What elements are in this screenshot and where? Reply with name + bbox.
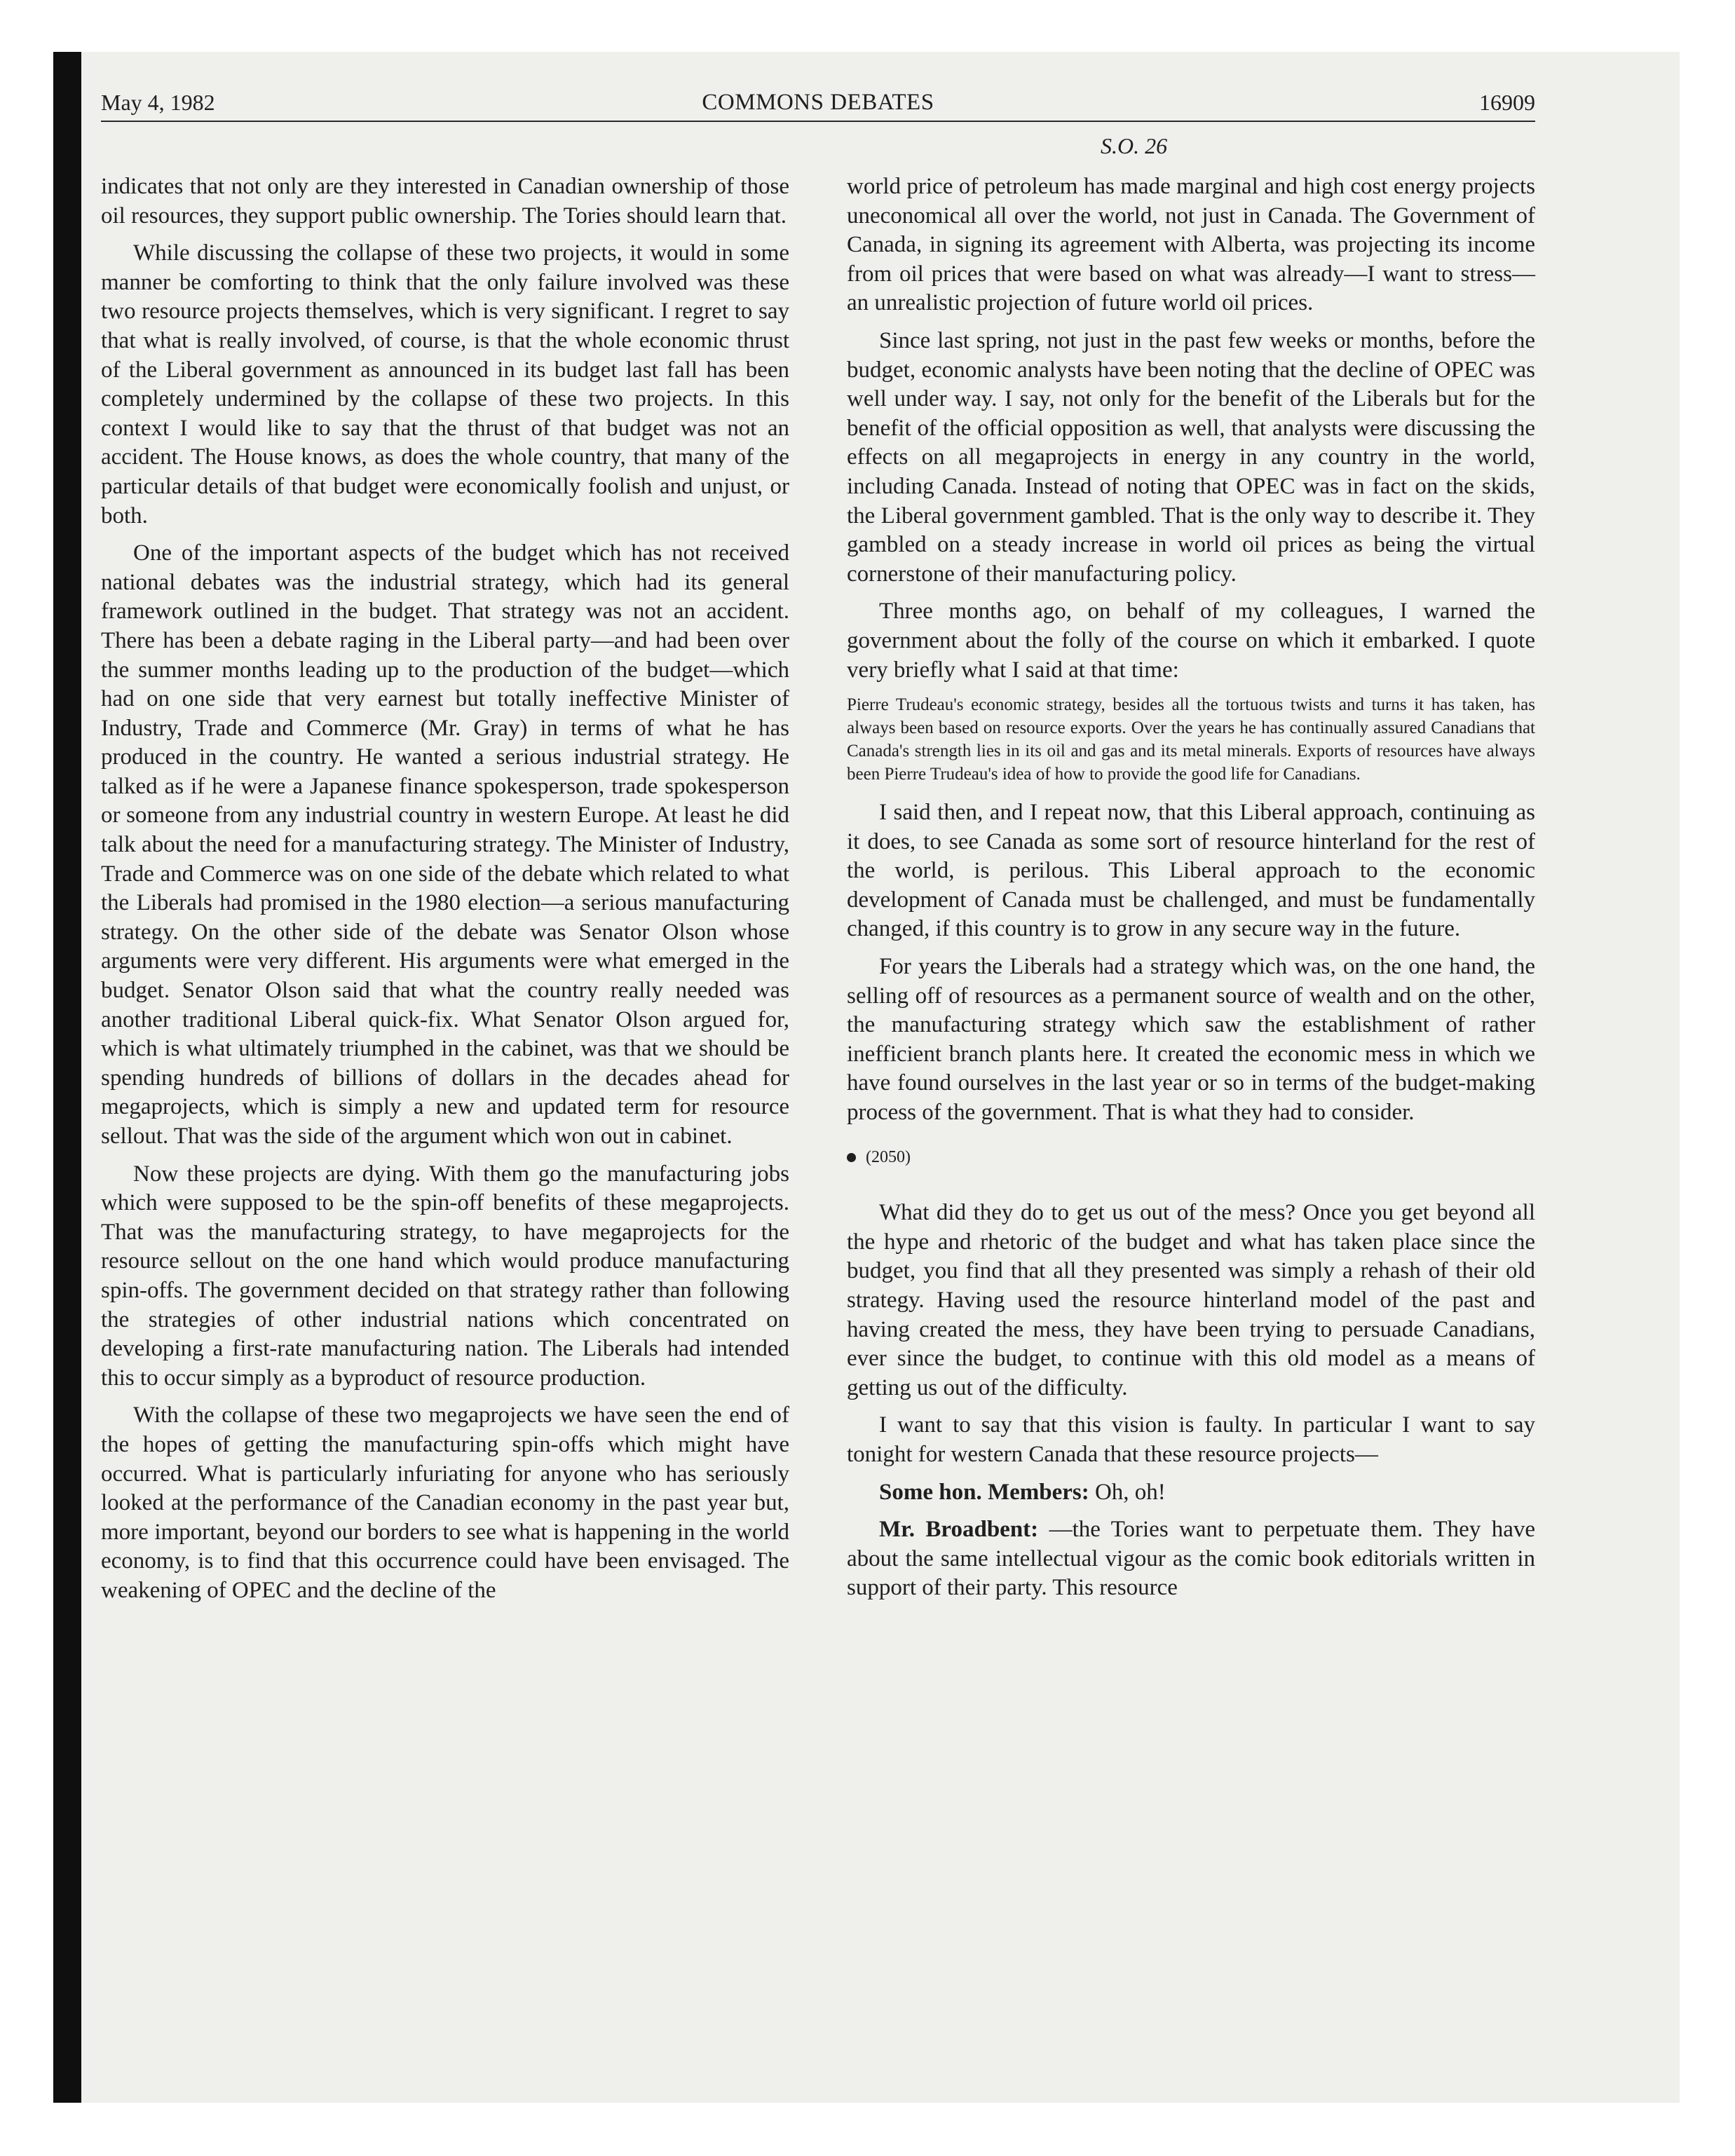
paragraph: For years the Liberals had a strategy which was, on the one hand, the selling off of resources as a permanent source of wealth and on the other, the manufacturing strategy which saw the establishment of rather inefficient branch plants here. It created the economic mess in which we have found ourselves in the last year or so in terms of the budget-making process of the government. That is what they had to consider.: [847, 954, 1535, 1126]
time-marker-label: (2050): [866, 1147, 911, 1166]
scan-border: [53, 52, 81, 2103]
paragraph: Since last spring, not just in the past few weeks or months, before the budget, economic analysts have been noting that the decline of OPEC was well under way. I say, not only for the benefit of the Liberals but for the benefit of the official opposition as well, that analysts were discussing the effects on all megaprojects in energy in any country in the world, including Canada. Instead of noting that OPEC was in fact on the skids, the Liberal government gambled. That is the only way to describe it. They gambled on a steady increase in world oil prices as being the virtual cornerstone of their manufacturing policy.: [847, 327, 1535, 587]
time-marker: [847, 1143, 1535, 1173]
paragraph: What did they do to get us out of the mess? Once you get beyond all the hype and rhetoric of the budget and what has taken place since the budget, you find that all they presented was simply a rehash of their old strategy. Having used the resource hinterland model of the past and having created the mess, they have been trying to persuade Canadians, ever since the budget, to continue with this old model as a means of getting us out of the difficulty.: [847, 1200, 1535, 1400]
speech: [847, 1515, 1535, 1603]
paragraph: indicates that not only are they interested in Canadian ownership of those oil resources, they support public ownership. The Tories should learn that.: [101, 174, 789, 228]
paragraph: With the collapse of these two megaprojects we have seen the end of the hopes of getting the manufacturing spin-offs which might have occurred. What is particularly infuriating for anyone who has seriously looked at the performance of the Canadian economy in the past year but, more important, beyond our borders to see what is happening in the world economy, is to find that this occurrence could have been envisaged. The weakening of OPEC and the decline of the: [101, 1403, 789, 1603]
header-title: COMMONS DEBATES: [702, 90, 934, 115]
right-column: [847, 172, 1535, 1611]
bullet-icon: [847, 1153, 856, 1162]
page-header: [101, 90, 1535, 118]
block-quote: Pierre Trudeau's economic strategy, besides all the tortuous twists and turns it has taken, has always been based on resource exports. Over the years he has continually assured Canadians that Canada's strength lies in its oil and gas and its metal minerals. Exports of resources have always been Pierre Trudeau's idea of how to provide the good life for Canadians.: [847, 695, 1535, 784]
paragraph: While discussing the collapse of these two projects, it would in some manner be comforting to think that the only failure involved was these two resource projects themselves, which is very significant. I regret to say that what is really involved, of course, is that the whole economic thrust of the Liberal government as announced in its budget last fall has been completely undermined by the collapse of these two projects. In this context I would like to say that the thrust of that budget was not an accident. The House knows, as does the whole country, that many of the particular details of that budget were economically foolish and unjust, or both.: [101, 240, 789, 528]
interjection: [847, 1478, 1535, 1508]
header-page-number: 16909: [1479, 90, 1535, 115]
paragraph: One of the important aspects of the budget which has not received national debates was the industrial strategy, which had its general framework outlined in the budget. That strategy was not an accident. There has been a debate raging in the Liberal party—and had been over the summer months leading up to the production of the budget—which had on one side that very earnest but totally ineffective Minister of Industry, Trade and Commerce (Mr. Gray) in terms of what he has produced in the country. He wanted a serious industrial strategy. He talked as if he were a Japanese finance spokesperson, trade spokesperson or someone from any industrial country in western Europe. At least he did talk about the need for a manufacturing strategy. The Minister of Industry, Trade and Commerce was on one side of the debate which related to what the Liberals had promised in the 1980 election—a serious manufacturing strategy. On the other side of the debate was Senator Olson whose arguments were very different. His arguments were what emerged in the budget. Senator Olson said that what the country really needed was another traditional Liberal quick-fix. What Senator Olson argued for, which is what ultimately triumphed in the cabinet, was that we should be spending hundreds of billions of dollars in the decades ahead for megaprojects, which is simply a new and updated term for resource sellout. That was the side of the argument which won out in cabinet.: [101, 540, 789, 1149]
speaker-name: Mr. Broadbent:: [879, 1517, 1039, 1543]
left-column: [101, 172, 789, 1614]
paragraph: I want to say that this vision is faulty. In particular I want to say tonight for western Canada that these resource projects—: [847, 1412, 1535, 1467]
header-date: May 4, 1982: [101, 90, 215, 115]
section-reference: S.O. 26: [1101, 133, 1168, 158]
paragraph: world price of petroleum has made marginal and high cost energy projects uneconomical all over the world, not just in Canada. The Government of Canada, in signing its agreement with Alberta, was projecting its income from oil prices that were based on what was already—I want to stress—an unrealistic projection of future world oil prices.: [847, 174, 1535, 316]
speaker-text: Oh, oh!: [1094, 1479, 1166, 1505]
speaker-name: Some hon. Members:: [879, 1479, 1089, 1505]
header-rule: [101, 121, 1535, 122]
paragraph: Now these projects are dying. With them go the manufacturing jobs which were supposed to be the spin-off benefits of these megaprojects. That was the manufacturing strategy, to have megaprojects for the resource sellout on the one hand which would produce manufacturing spin-offs. The government decided on that strategy rather than following the strategies of other industrial nations which concentrated on developing a first-rate manufacturing nation. The Liberals had intended this to occur simply as a byproduct of resource production.: [101, 1161, 789, 1391]
speaker-text: —the Tories want to perpetuate them. They have about the same intellectual vigour as the comic book editorials written in support of their party. This resource: [847, 1517, 1536, 1601]
paragraph: I said then, and I repeat now, that this Liberal approach, continuing as it does, to see Canada as some sort of resource hinterland for the rest of the world, is perilous. This Liberal approach to the economic development of Canada must be challenged, and must be fundamentally changed, if this country is to grow in any secure way in the future.: [847, 800, 1535, 942]
paragraph: Three months ago, on behalf of my colleagues, I warned the government about the folly of the course on which it embarked. I quote very briefly what I said at that time:: [847, 599, 1535, 683]
